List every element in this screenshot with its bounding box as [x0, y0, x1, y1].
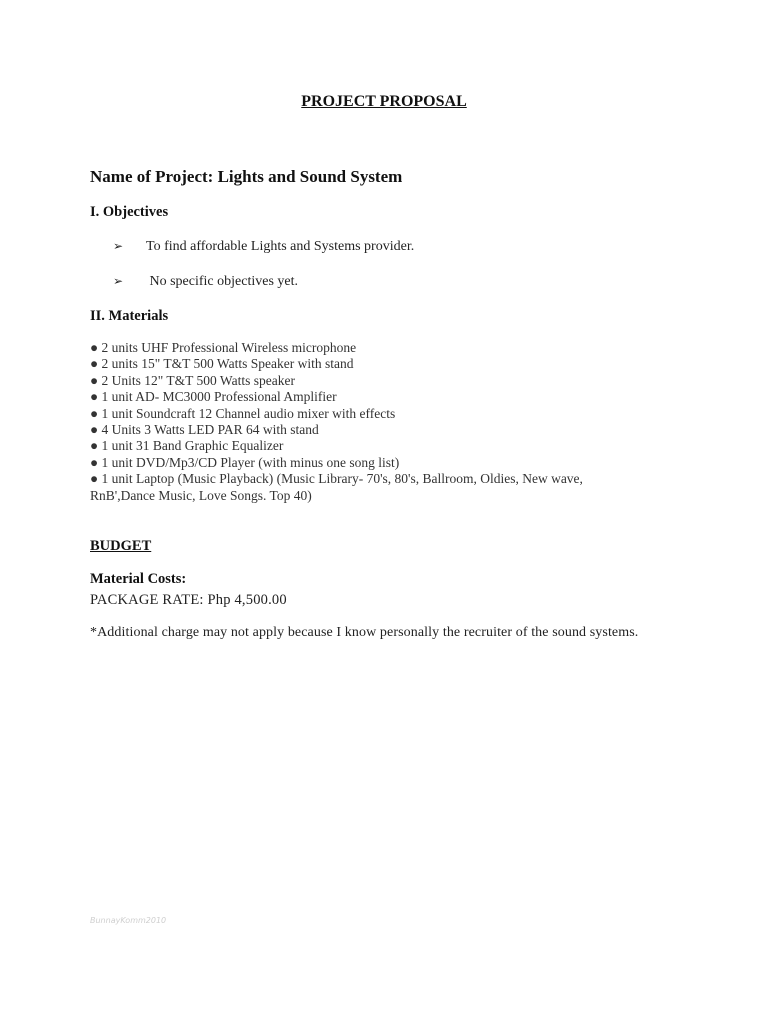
watermark: BunnayKomm2010	[90, 916, 167, 925]
list-item: ● 1 unit Soundcraft 12 Channel audio mixer with effects	[90, 405, 396, 421]
materials-heading: II. Materials	[90, 308, 169, 324]
arrow-bullet-icon: ➢	[113, 239, 124, 253]
list-item: ● 2 units 15" T&T 500 Watts Speaker with stand	[90, 356, 354, 372]
objective-text: No specific objectives yet.	[146, 274, 299, 289]
list-item: ● 2 Units 12" T&T 500 Watts speaker	[90, 372, 295, 388]
arrow-bullet-icon: ➢	[113, 274, 124, 288]
project-name: Name of Project: Lights and Sound System	[90, 167, 403, 186]
list-item: ● 1 unit Laptop (Music Playback) (Music Library- 70's, 80's, Ballroom, Oldies, New wave, RnB',Dance Music, Love Songs. Top 40)	[90, 471, 583, 503]
objectives-heading: I. Objectives	[90, 204, 169, 220]
package-rate: PACKAGE RATE: Php 4,500.00	[90, 592, 287, 608]
list-item: ● 1 unit AD- MC3000 Professional Amplifier	[90, 389, 337, 405]
document-title: PROJECT PROPOSAL	[301, 93, 467, 110]
objective-text: To find affordable Lights and Systems provider.	[146, 239, 415, 254]
objective-item	[113, 274, 298, 290]
budget-heading: BUDGET	[90, 538, 152, 554]
list-item: ● 2 units UHF Professional Wireless microphone	[90, 340, 357, 355]
material-costs-label: Material Costs:	[90, 571, 187, 587]
objective-item	[113, 239, 414, 255]
list-item: ● 1 unit DVD/Mp3/CD Player (with minus one song list)	[90, 454, 400, 470]
list-item: ● 1 unit 31 Band Graphic Equalizer	[90, 438, 284, 454]
materials-list	[90, 340, 650, 504]
list-item: ● 4 Units 3 Watts LED PAR 64 with stand	[90, 422, 319, 438]
budget-note: *Additional charge may not apply because I know personally the recruiter of the sound systems.	[90, 625, 639, 640]
